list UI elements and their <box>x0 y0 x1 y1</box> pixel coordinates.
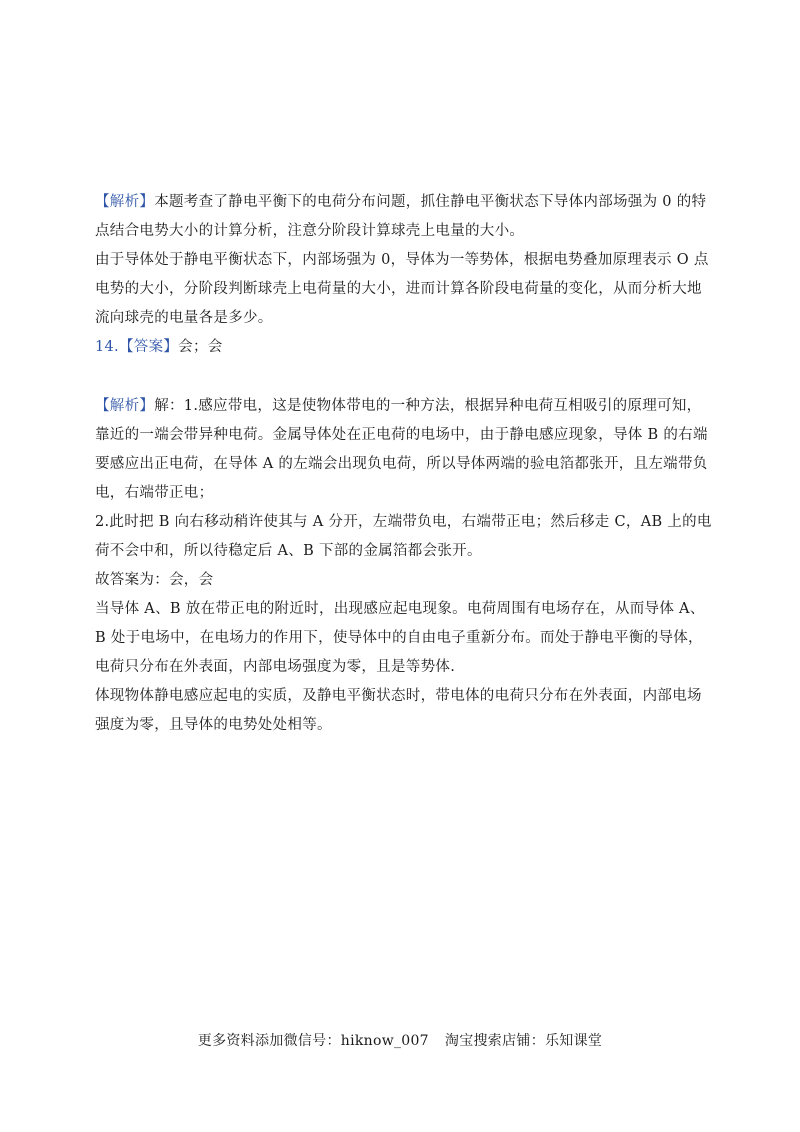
analysis-paragraph-2 <box>95 392 715 508</box>
analysis-detail-paragraph: 由于导体处于静电平衡状态下，内部场强为 0，导体为一等势体，根据电势叠加原理表示 O 点电势的大小，分阶段判断球壳上电荷量的大小，进而计算各阶段电荷量的变化，从而分析大地流向球壳的电量各是多少。 <box>95 252 709 326</box>
footer-wechat-text: 更多资料添加微信号：hiknow_007 <box>197 1033 429 1049</box>
analysis-text: 解：1.感应带电，这是使物体带电的一种方法，根据异种电荷互相吸引的原理可知，靠近的一端会带异种电荷。金属导体处在正电荷的电场中，由于静电感应现象，导体 B 的右端要感应出正电荷，在导体 A 的左端会出现负电荷，所以导体两端的验电箔都张开，且左端带负电，右端带正电； <box>95 398 708 501</box>
spacer <box>95 362 715 392</box>
analysis-paragraph-1 <box>95 188 715 246</box>
analysis-tag: 【解析】 <box>95 194 155 210</box>
explanation-paragraph-2: 体现物体静电感应起电的实质，及静电平衡状态时，带电体的电荷只分布在外表面，内部电场强度为零，且导体的电势处处相等。 <box>95 688 702 733</box>
analysis-tag: 【解析】 <box>95 398 155 414</box>
answer-content <box>95 188 715 740</box>
answer-summary: 故答案为：会，会 <box>95 572 214 588</box>
question-14-answer <box>95 333 715 362</box>
footer-shop-text: 淘宝搜索店铺：乐知课堂 <box>444 1033 603 1049</box>
analysis-point-2: 2.此时把 B 向右移动稍许使其与 A 分开，左端带负电，右端带正电；然后移走 C，AB 上的电荷不会中和，所以待稳定后 A、B 下部的金属箔都会张开。 <box>95 514 712 559</box>
explanation-paragraph-1: 当导体 A、B 放在带正电的附近时，出现感应起电现象。电荷周围有电场存在，从而导体 A、B 处于电场中，在电场力的作用下，使导体中的自由电子重新分布。而处于静电平衡的导体，电荷只分布在外表面，内部电场强度为零，且是等势体. <box>95 601 705 675</box>
answer-tag: 【答案】 <box>118 339 179 355</box>
question-number: 14. <box>95 339 119 355</box>
answer-text: 会；会 <box>178 339 223 355</box>
page-footer <box>0 1030 800 1050</box>
analysis-text: 本题考查了静电平衡下的电荷分布问题，抓住静电平衡状态下导体内部场强为 0 的特点结合电势大小的计算分析，注意分阶段计算球壳上电量的大小。 <box>95 194 707 239</box>
